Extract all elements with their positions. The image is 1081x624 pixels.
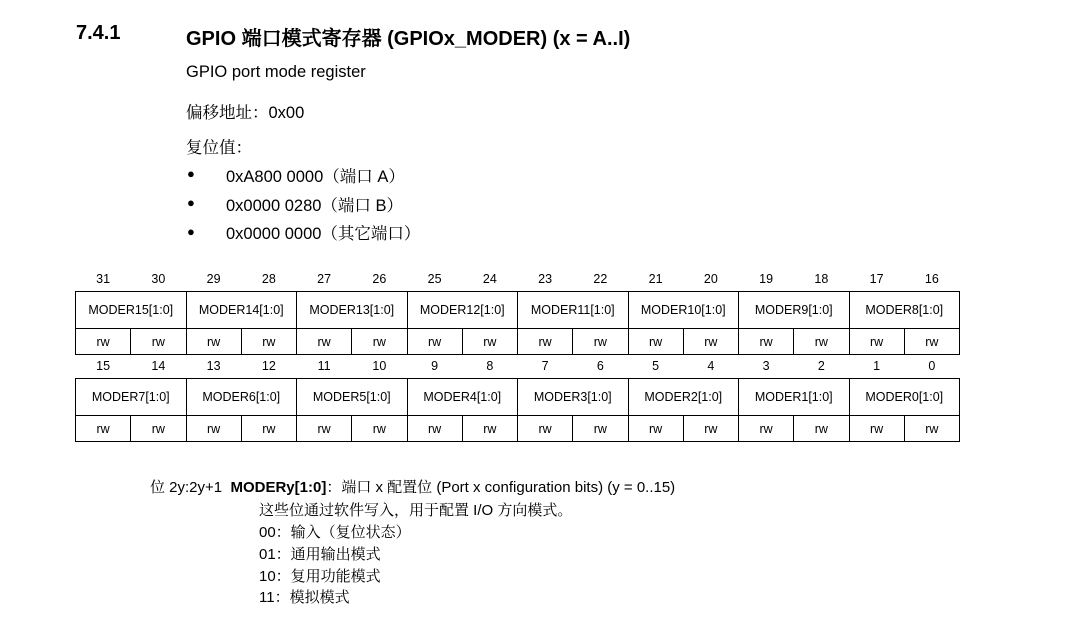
access-type: rw bbox=[76, 416, 131, 442]
bit-number: 11 bbox=[317, 359, 331, 373]
register-field: MODER13[1:0] bbox=[297, 292, 408, 329]
register-field: MODER0[1:0] bbox=[849, 379, 960, 416]
access-type: rw bbox=[407, 416, 462, 442]
access-type: rw bbox=[794, 329, 849, 355]
access-type: rw bbox=[849, 329, 904, 355]
register-field: MODER10[1:0] bbox=[628, 292, 739, 329]
register-field: MODER15[1:0] bbox=[76, 292, 187, 329]
access-type: rw bbox=[683, 329, 738, 355]
bit-number: 16 bbox=[924, 272, 939, 286]
bit-number: 8 bbox=[486, 359, 494, 373]
access-type: rw bbox=[904, 416, 959, 442]
access-type: rw bbox=[573, 329, 628, 355]
bullet-icon: ● bbox=[187, 195, 195, 210]
field-bits: 位 2y:2y+1 bbox=[150, 479, 223, 496]
access-type: rw bbox=[628, 329, 683, 355]
field-description-text: 这些位通过软件写入，用于配置 I/O 方向模式。 bbox=[259, 502, 573, 519]
bit-number: 26 bbox=[372, 272, 387, 286]
register-field: MODER8[1:0] bbox=[849, 292, 960, 329]
bit-number: 27 bbox=[317, 272, 332, 286]
bullet-icon: ● bbox=[187, 224, 195, 239]
access-type: rw bbox=[297, 329, 352, 355]
bit-number: 30 bbox=[151, 272, 166, 286]
access-type: rw bbox=[352, 416, 407, 442]
bit-number: 25 bbox=[427, 272, 442, 286]
bit-number: 1 bbox=[873, 359, 881, 373]
register-field: MODER2[1:0] bbox=[628, 379, 739, 416]
access-type: rw bbox=[739, 416, 794, 442]
register-subtitle: GPIO port mode register bbox=[186, 63, 366, 81]
reset-value: 0xA800 0000（端口 A） bbox=[226, 168, 405, 186]
reset-value: 0x0000 0000（其它端口） bbox=[226, 225, 421, 243]
access-type: rw bbox=[518, 416, 573, 442]
bit-number: 17 bbox=[869, 272, 884, 286]
bit-number: 24 bbox=[482, 272, 497, 286]
bit-number: 31 bbox=[96, 272, 111, 286]
access-type: rw bbox=[628, 416, 683, 442]
bit-number: 0 bbox=[928, 359, 936, 373]
field-value: 00：输入（复位状态） bbox=[259, 524, 411, 541]
section-number: 7.4.1 bbox=[76, 22, 121, 44]
register-field: MODER12[1:0] bbox=[407, 292, 518, 329]
access-type: rw bbox=[241, 416, 296, 442]
register-field: MODER11[1:0] bbox=[518, 292, 629, 329]
bit-number: 4 bbox=[707, 359, 715, 373]
bit-number: 2 bbox=[817, 359, 825, 373]
access-type: rw bbox=[297, 416, 352, 442]
bit-number: 19 bbox=[759, 272, 774, 286]
field-value: 01：通用输出模式 bbox=[259, 546, 381, 563]
bit-number: 13 bbox=[206, 359, 221, 373]
access-type: rw bbox=[849, 416, 904, 442]
access-type: rw bbox=[352, 329, 407, 355]
bullet-icon: ● bbox=[187, 166, 195, 181]
bit-number: 6 bbox=[596, 359, 604, 373]
field-summary: ：端口 x 配置位 (Port x configuration bits) (y = 0..15) bbox=[326, 479, 676, 496]
bit-number: 14 bbox=[151, 359, 166, 373]
bit-number: 29 bbox=[206, 272, 221, 286]
access-type: rw bbox=[131, 329, 186, 355]
field-name: MODERy[1:0] bbox=[230, 479, 327, 496]
field-description-header bbox=[150, 476, 675, 497]
register-field: MODER9[1:0] bbox=[739, 292, 850, 329]
register-field: MODER3[1:0] bbox=[518, 379, 629, 416]
bit-number: 7 bbox=[541, 359, 549, 373]
access-type: rw bbox=[186, 329, 241, 355]
bit-number: 15 bbox=[96, 359, 111, 373]
access-type: rw bbox=[407, 329, 462, 355]
access-type: rw bbox=[76, 329, 131, 355]
bit-number: 28 bbox=[261, 272, 276, 286]
register-field: MODER7[1:0] bbox=[76, 379, 187, 416]
access-type: rw bbox=[186, 416, 241, 442]
reset-value: 0x0000 0280（端口 B） bbox=[226, 197, 404, 215]
bit-number: 23 bbox=[538, 272, 553, 286]
access-type: rw bbox=[573, 416, 628, 442]
bit-number: 21 bbox=[648, 272, 663, 286]
bit-number: 12 bbox=[261, 359, 276, 373]
register-table-lower bbox=[75, 354, 960, 442]
register-field: MODER5[1:0] bbox=[297, 379, 408, 416]
access-type: rw bbox=[462, 329, 517, 355]
bit-number: 22 bbox=[593, 272, 608, 286]
access-type: rw bbox=[241, 329, 296, 355]
register-field: MODER6[1:0] bbox=[186, 379, 297, 416]
section-title: GPIO 端口模式寄存器 (GPIOx_MODER) (x = A..I) bbox=[186, 28, 631, 50]
bit-number: 5 bbox=[652, 359, 660, 373]
bit-number: 20 bbox=[703, 272, 718, 286]
access-type: rw bbox=[462, 416, 517, 442]
access-type: rw bbox=[683, 416, 738, 442]
access-type: rw bbox=[794, 416, 849, 442]
field-value: 11：模拟模式 bbox=[259, 589, 350, 606]
access-type: rw bbox=[739, 329, 794, 355]
bit-number: 9 bbox=[431, 359, 439, 373]
register-field: MODER4[1:0] bbox=[407, 379, 518, 416]
bit-number: 3 bbox=[762, 359, 770, 373]
bit-number: 10 bbox=[372, 359, 387, 373]
reset-label: 复位值： bbox=[186, 139, 252, 157]
register-table-upper bbox=[75, 267, 960, 355]
access-type: rw bbox=[518, 329, 573, 355]
access-type: rw bbox=[904, 329, 959, 355]
register-field: MODER14[1:0] bbox=[186, 292, 297, 329]
offset-address: 偏移地址：0x00 bbox=[186, 104, 305, 122]
bit-number: 18 bbox=[814, 272, 829, 286]
access-type: rw bbox=[131, 416, 186, 442]
register-field: MODER1[1:0] bbox=[739, 379, 850, 416]
field-value: 10：复用功能模式 bbox=[259, 568, 381, 585]
